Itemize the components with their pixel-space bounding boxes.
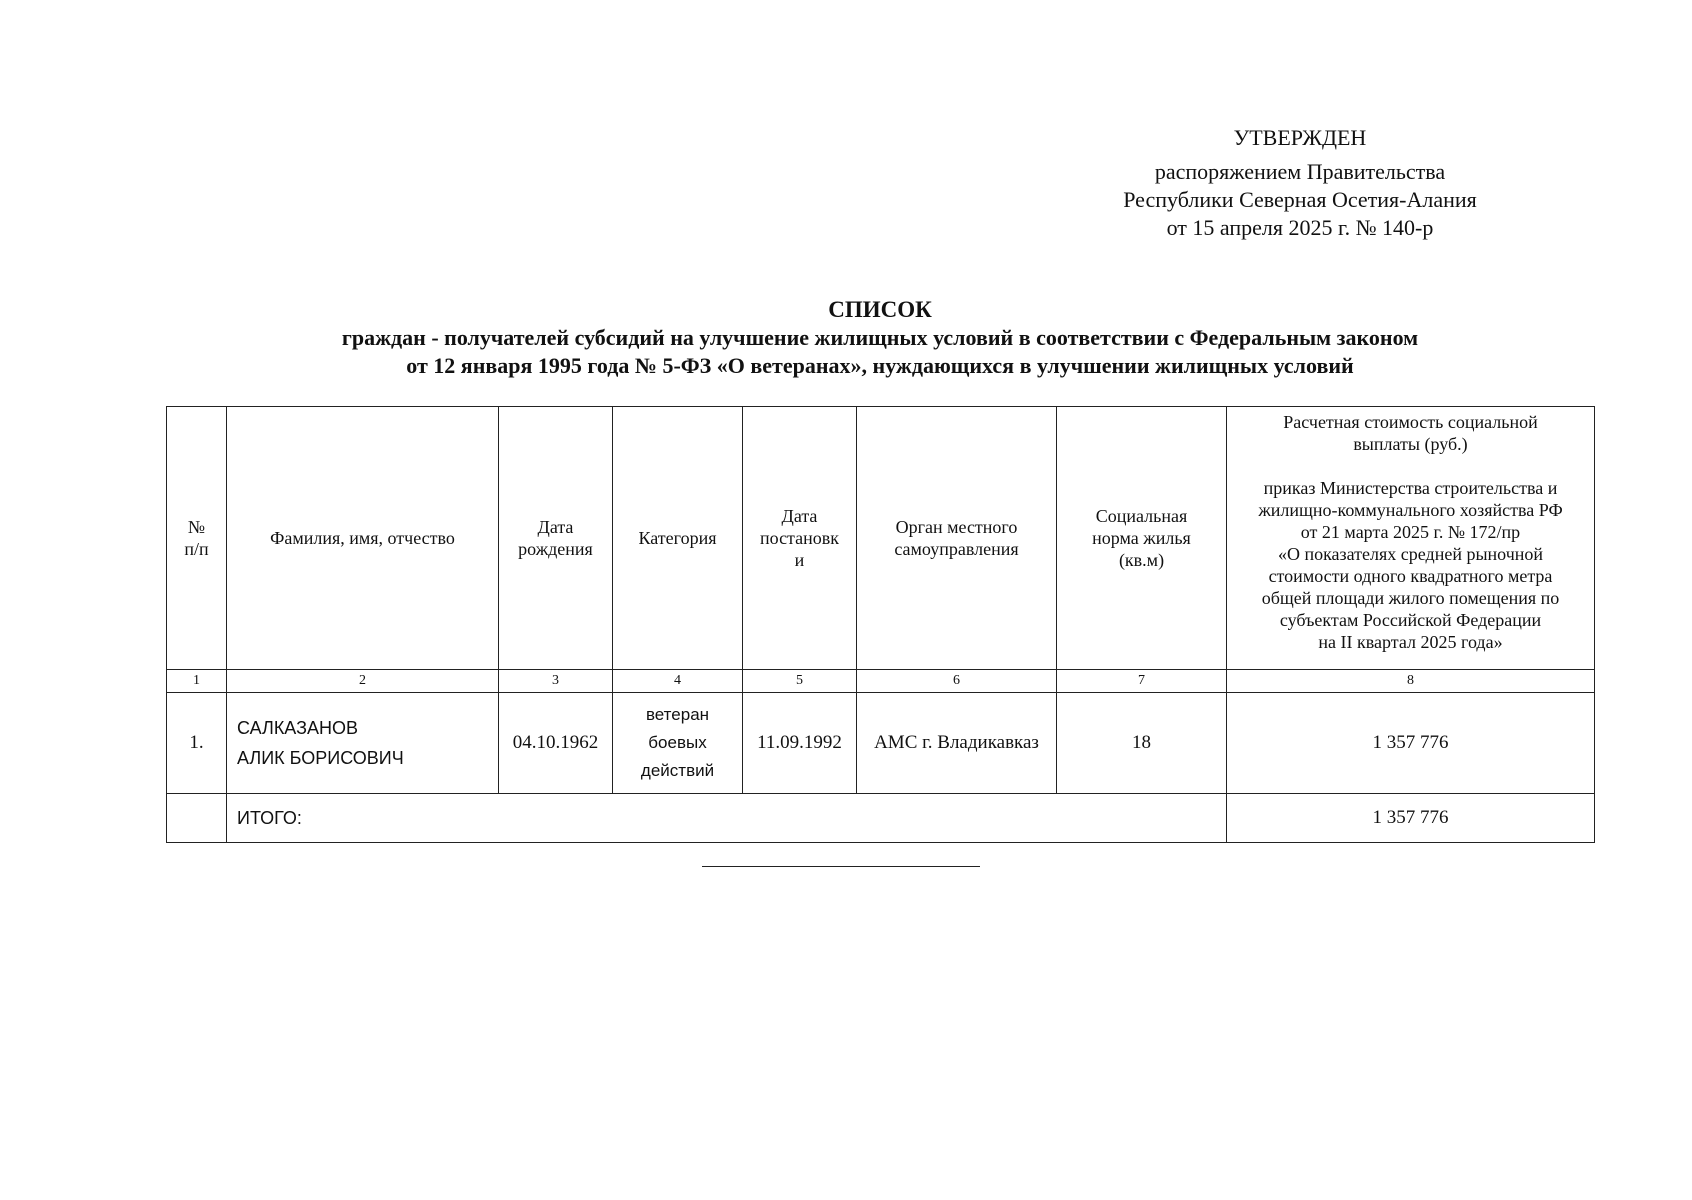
total-row xyxy=(167,794,1595,843)
total-empty-cell xyxy=(167,794,227,843)
column-number: 3 xyxy=(499,670,613,693)
table-row xyxy=(167,693,1595,794)
document-title-main: СПИСОК xyxy=(828,297,932,322)
column-number: 1 xyxy=(167,670,227,693)
recipients-table xyxy=(166,406,1595,843)
header-registration-date: Дата постановк и xyxy=(743,407,857,670)
approval-line-3: от 15 апреля 2025 г. № 140-р xyxy=(1166,215,1434,240)
column-number: 5 xyxy=(743,670,857,693)
document-title xyxy=(0,296,1692,380)
row-authority: АМС г. Владикавказ xyxy=(857,693,1057,794)
approval-line-1: распоряжением Правительства xyxy=(1154,159,1446,184)
column-number: 7 xyxy=(1057,670,1227,693)
document-title-line-2: от 12 января 1995 года № 5-ФЗ «О ветеранах», нуждающихся в улучшении жилищных условий xyxy=(406,353,1354,378)
end-divider xyxy=(702,866,980,867)
row-birth-date: 04.10.1962 xyxy=(499,693,613,794)
total-label: ИТОГО: xyxy=(227,794,1227,843)
header-birth-date: Дата рождения xyxy=(499,407,613,670)
header-norm: Социальная норма жилья (кв.м) xyxy=(1057,407,1227,670)
column-number: 6 xyxy=(857,670,1057,693)
row-norm: 18 xyxy=(1057,693,1227,794)
document-title-line-1: граждан - получателей субсидий на улучшение жилищных условий в соответствии с Федеральным законом xyxy=(341,325,1419,350)
row-cost: 1 357 776 xyxy=(1227,693,1595,794)
column-number: 2 xyxy=(227,670,499,693)
header-authority: Орган местного самоуправления xyxy=(857,407,1057,670)
column-number: 8 xyxy=(1227,670,1595,693)
table-header-row xyxy=(167,407,1595,670)
header-fio: Фамилия, имя, отчество xyxy=(227,407,499,670)
approval-line-2: Республики Северная Осетия-Алания xyxy=(1123,187,1477,212)
column-number: 4 xyxy=(613,670,743,693)
row-category: ветеран боевых действий xyxy=(613,693,743,794)
row-name: САЛКАЗАНОВ АЛИК БОРИСОВИЧ xyxy=(227,693,499,794)
header-category: Категория xyxy=(613,407,743,670)
total-value: 1 357 776 xyxy=(1227,794,1595,843)
header-cost: Расчетная стоимость социальной выплаты (руб.) приказ Министерства строительства и жилищно-коммунального хозяйства РФ от 21 марта 2025 г. № 172/пр «О показателях средней рыночной стоимости одного квадратного метра общей площади жилого помещения по субъектам Российской Федерации на II квартал 2025 года» xyxy=(1227,407,1595,670)
header-num: № п/п xyxy=(167,407,227,670)
approval-heading: УТВЕРЖДЕН xyxy=(1233,125,1367,150)
approval-stamp xyxy=(1090,124,1510,242)
row-registration-date: 11.09.1992 xyxy=(743,693,857,794)
column-number-row xyxy=(167,670,1595,693)
row-num: 1. xyxy=(167,693,227,794)
